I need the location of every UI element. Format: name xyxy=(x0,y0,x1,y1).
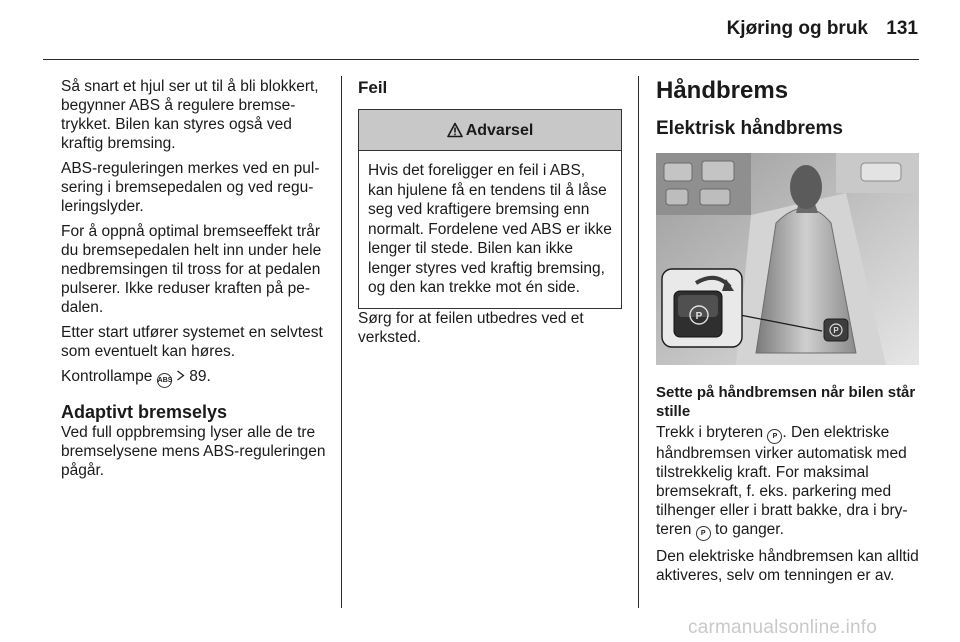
paragraph-control-lamp xyxy=(61,367,329,388)
paragraph: ABS-reguleringen merkes ved en pulsering i bremsepedalen og ved reguleringslyder. xyxy=(61,160,320,215)
section-heading: Adaptivt bremselys xyxy=(61,402,228,422)
warning-triangle-icon xyxy=(447,122,463,138)
paragraph: Den elektriske håndbremsen kan alltid aktiveres, selv om tenningen er av. xyxy=(656,548,919,584)
column-right xyxy=(656,77,921,591)
parking-brake-illustration xyxy=(656,153,919,365)
paragraph: Sørg for at feilen utbedres ved et verksted. xyxy=(358,309,584,346)
subsection-heading: Elektrisk håndbrems xyxy=(656,118,843,139)
abs-icon: ABS xyxy=(157,373,172,388)
paragraph: Ved full oppbremsing lyser alle de tre bremselysene mens ABS-reguleringen pågår. xyxy=(61,424,326,479)
svg-text:P: P xyxy=(833,326,839,335)
page-reference-icon[interactable] xyxy=(176,367,185,386)
text-fragment: Trekk i bryteren xyxy=(656,424,764,441)
text-fragment: . Den elektriske håndbremsen virker automatisk med tilstrekkelig kraft. For maksimal bremsekraft, f. eks. parkering med tilhenger eller i bratt bakke, dra i bryteren xyxy=(656,424,908,538)
page-number: 131 xyxy=(886,18,918,39)
column-left xyxy=(61,77,329,486)
subsection-heading: Sette på håndbremsen når bilen står stille xyxy=(656,384,916,420)
page-header-title: Kjøring og bruk xyxy=(726,18,868,39)
paragraph: Så snart et hjul ser ut til å bli blokkert, begynner ABS å regulere bremsetrykket. Bilen kan styres også ved kraftig bremsing. xyxy=(61,78,319,152)
section-heading: Håndbrems xyxy=(656,77,789,104)
column-middle xyxy=(358,77,624,353)
column-divider xyxy=(341,76,342,608)
warning-box xyxy=(358,109,622,309)
svg-text:P: P xyxy=(695,311,703,322)
paragraph-pull-switch xyxy=(656,423,921,541)
paragraph: Etter start utfører systemet en selvtest som eventuelt kan høres. xyxy=(61,324,323,360)
watermark: carmanualsonline.info xyxy=(688,617,878,638)
text-fragment: to ganger. xyxy=(714,521,784,538)
control-lamp-label: Kontrollampe xyxy=(61,368,153,385)
parking-brake-icon: P xyxy=(696,526,711,541)
warning-text: Hvis det foreligger en feil i ABS, kan hjulene få en tendens til å låse seg ved kraftigere bremsing enn normalt. Fordelene ved ABS er ikke lenger til stede. Bilen kan ikke lenger styres ved kraftig bremsing, og den kan trekke mot én side. xyxy=(368,162,612,296)
parking-brake-icon: P xyxy=(767,429,782,444)
warning-header xyxy=(359,110,621,151)
header-rule xyxy=(43,59,919,60)
paragraph: For å oppnå optimal bremseeffekt trår du bremsepedalen helt inn under hele nedbremsingen til tross for at pedalen pulserer. Ikke reduser kraften på pedalen. xyxy=(61,223,322,316)
warning-title: Advarsel xyxy=(465,121,534,139)
column-divider xyxy=(638,76,639,608)
section-heading: Feil xyxy=(358,78,388,97)
page-reference[interactable]: 89. xyxy=(189,368,211,385)
